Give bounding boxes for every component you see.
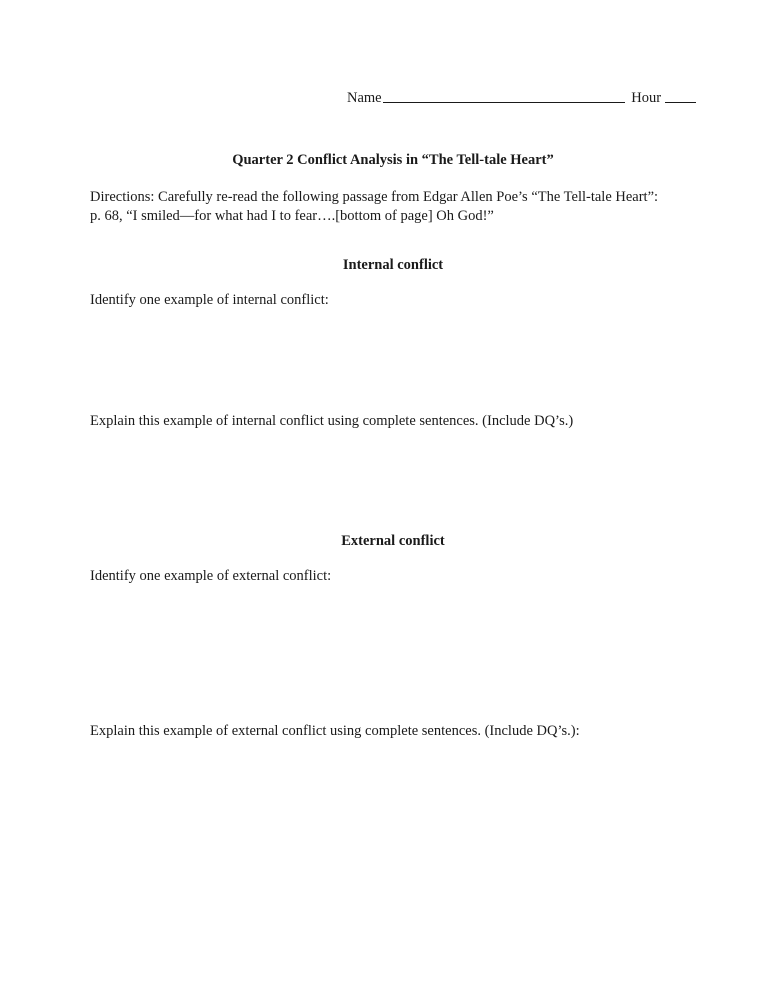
name-blank (383, 101, 625, 103)
internal-identify-prompt: Identify one example of internal conflict: (90, 292, 329, 308)
internal-conflict-heading: Internal conflict (342, 257, 444, 273)
external-conflict-heading: External conflict (341, 533, 445, 549)
directions-line-1: Directions: Carefully re-read the following passage from Edgar Allen Poe’s “The Tell-tale Heart”: (90, 189, 659, 205)
hour-label: Hour (631, 90, 662, 106)
directions (90, 188, 690, 226)
directions-line-2: p. 68, “I smiled—for what had I to fear….[bottom of page] Oh God!” (90, 208, 494, 224)
external-identify-prompt: Identify one example of external conflict: (90, 568, 332, 584)
page-title: Quarter 2 Conflict Analysis in “The Tell-tale Heart” (232, 152, 554, 168)
name-label: Name (347, 90, 382, 106)
external-explain-prompt: Explain this example of external conflict using complete sentences. (Include DQ’s.): (90, 723, 580, 739)
hour-blank (665, 101, 696, 103)
internal-explain-prompt: Explain this example of internal conflict using complete sentences. (Include DQ’s.) (90, 413, 574, 429)
name-hour-line (347, 90, 696, 107)
